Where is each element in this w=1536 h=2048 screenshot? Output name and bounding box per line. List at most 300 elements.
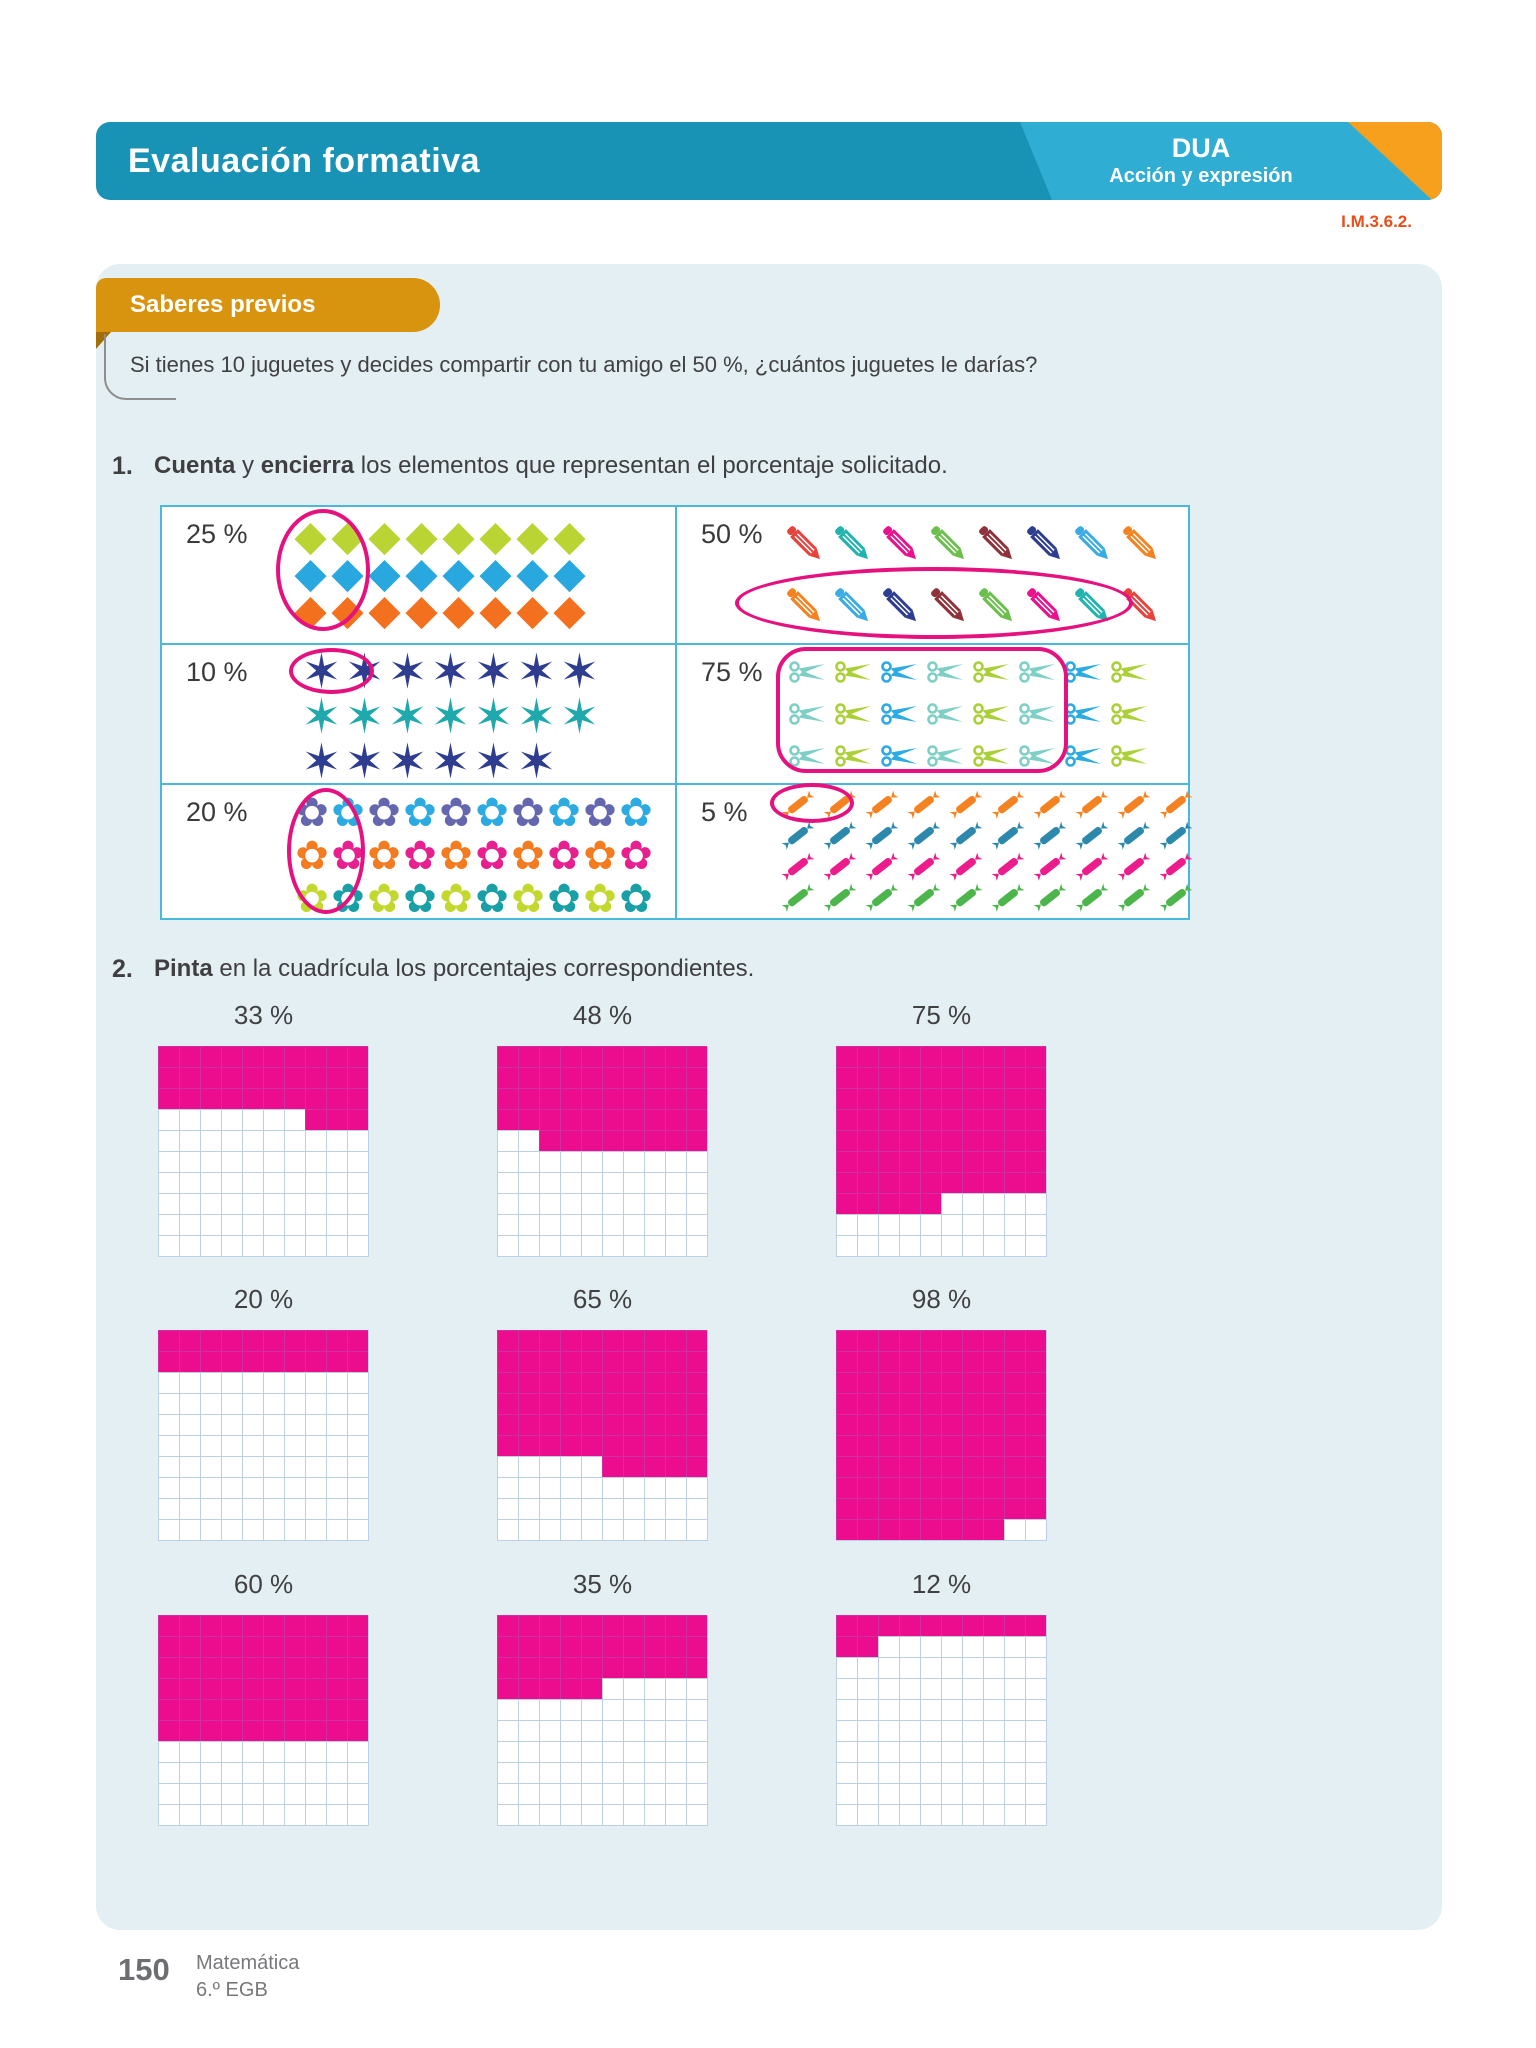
grid-percent-label: 65 % xyxy=(572,1284,633,1314)
grid-cell xyxy=(263,1372,284,1393)
grid-cell-filled xyxy=(1025,1109,1046,1130)
grid-cell xyxy=(284,1393,305,1414)
grid-cell xyxy=(857,1235,878,1256)
scissors-icon xyxy=(926,659,966,685)
candy-icon xyxy=(1113,789,1155,820)
grid-cell xyxy=(221,1151,242,1172)
grid-cell-filled xyxy=(857,1193,878,1214)
candy-icon xyxy=(903,789,945,820)
grid-cell-filled xyxy=(899,1172,920,1193)
grid-cell-filled xyxy=(518,1351,539,1372)
grid-cell xyxy=(305,1193,326,1214)
pencil-icon xyxy=(973,513,1021,575)
grid-cell-filled xyxy=(263,1678,284,1699)
scissors-icon xyxy=(972,743,1012,769)
cell-percent-label: 20 % xyxy=(186,797,248,827)
grid-cell xyxy=(1025,1804,1046,1825)
grid-cell xyxy=(284,1151,305,1172)
grid-cell xyxy=(581,1193,602,1214)
star-icon: ✶ xyxy=(301,733,342,790)
grid-cell xyxy=(497,1720,518,1741)
grid-cell xyxy=(263,1414,284,1435)
pencil-icon xyxy=(879,522,923,566)
grid-cell xyxy=(305,1214,326,1235)
grid-cell xyxy=(221,1172,242,1193)
pencil-icon xyxy=(973,575,1021,637)
grid-cell xyxy=(305,1130,326,1151)
grid-cell xyxy=(242,1235,263,1256)
grid-cell xyxy=(920,1235,941,1256)
grid-cell xyxy=(179,1477,200,1498)
grid-cell-filled xyxy=(221,1067,242,1088)
candy-icon xyxy=(821,881,859,915)
grid-cell xyxy=(539,1762,560,1783)
percent-cell-50 xyxy=(675,507,1188,643)
scissors-icon xyxy=(785,651,831,693)
grid-cell-filled xyxy=(836,1109,857,1130)
grid-cell xyxy=(200,1130,221,1151)
grid-cell-filled xyxy=(962,1414,983,1435)
grid-cell xyxy=(242,1741,263,1762)
grid-cell-filled xyxy=(644,1088,665,1109)
candy-icon xyxy=(1157,881,1195,915)
grid-cell xyxy=(200,1109,221,1130)
grid-cell xyxy=(560,1214,581,1235)
grid-cell-filled xyxy=(497,1657,518,1678)
hundred-grid xyxy=(158,1330,369,1541)
grid-cell xyxy=(623,1762,644,1783)
grid-cell-filled xyxy=(518,1435,539,1456)
grid-cell xyxy=(221,1214,242,1235)
grid-cell xyxy=(284,1456,305,1477)
diamond-icon: ◆ xyxy=(331,585,364,634)
grid-cell-filled xyxy=(602,1046,623,1067)
grid-cell-filled xyxy=(1004,1067,1025,1088)
hundred-grid xyxy=(836,1330,1047,1541)
candy-icon xyxy=(1115,881,1153,915)
icon-row xyxy=(300,643,601,700)
grid-cell xyxy=(158,1477,179,1498)
grid-cell xyxy=(200,1762,221,1783)
grid-cell-filled xyxy=(857,1435,878,1456)
grid-cell xyxy=(539,1519,560,1540)
grid-cell-filled xyxy=(539,1393,560,1414)
star-icon: ✶ xyxy=(430,643,471,700)
grid-cell-filled xyxy=(602,1067,623,1088)
grid-cell xyxy=(836,1235,857,1256)
grid-cell-filled xyxy=(941,1109,962,1130)
grid-cell xyxy=(263,1130,284,1151)
grid-cell-filled xyxy=(179,1067,200,1088)
candy-icon xyxy=(989,881,1027,915)
grid-cell-filled xyxy=(560,1109,581,1130)
grid-percent-label: 98 % xyxy=(911,1284,972,1314)
grid-cell-filled xyxy=(665,1414,686,1435)
grid-cell-filled xyxy=(983,1330,1004,1351)
hundred-grid xyxy=(836,1615,1047,1826)
grid-cell xyxy=(179,1151,200,1172)
scissors-icon xyxy=(834,659,874,685)
grid-cell xyxy=(581,1477,602,1498)
grid-cell xyxy=(602,1235,623,1256)
grid-cell xyxy=(1004,1214,1025,1235)
grid-cell-filled xyxy=(179,1657,200,1678)
grid-cell-filled xyxy=(221,1699,242,1720)
percent-cell-75 xyxy=(675,643,1188,783)
grid-cell xyxy=(518,1762,539,1783)
grid-cell-filled xyxy=(878,1498,899,1519)
scissors-icon xyxy=(1015,735,1061,777)
grid-cell-filled xyxy=(497,1372,518,1393)
star-icon: ✶ xyxy=(516,733,557,790)
grid-cell-filled xyxy=(518,1046,539,1067)
grid-cell-filled xyxy=(284,1046,305,1067)
grid-cell-filled xyxy=(158,1351,179,1372)
grid-cell xyxy=(878,1762,899,1783)
grid-cell-filled xyxy=(686,1372,707,1393)
grid-cell xyxy=(920,1762,941,1783)
grid-cell-filled xyxy=(581,1435,602,1456)
grid-cell-filled xyxy=(686,1109,707,1130)
grid-cell-filled xyxy=(983,1615,1004,1636)
grid-cell-filled xyxy=(581,1067,602,1088)
grid-cell xyxy=(158,1519,179,1540)
diamond-icon: ◆ xyxy=(294,511,327,560)
grid-cell-filled xyxy=(962,1067,983,1088)
grid-cell xyxy=(284,1783,305,1804)
grid-cell-filled xyxy=(836,1172,857,1193)
grid-cell-filled xyxy=(920,1498,941,1519)
grid-cell xyxy=(665,1193,686,1214)
bold-word: Cuenta xyxy=(154,452,236,479)
grid-cell-filled xyxy=(179,1699,200,1720)
grid-cell xyxy=(560,1804,581,1825)
pencil-icon xyxy=(831,584,875,628)
grid-cell-filled xyxy=(899,1372,920,1393)
grid-cell-filled xyxy=(1004,1477,1025,1498)
grid-cell xyxy=(602,1678,623,1699)
grid-cell-filled xyxy=(305,1678,326,1699)
grid-cell-filled xyxy=(644,1393,665,1414)
grid-cell-filled xyxy=(899,1456,920,1477)
grid-cell xyxy=(878,1783,899,1804)
grid-cell-filled xyxy=(305,1615,326,1636)
grid-cell-filled xyxy=(284,1678,305,1699)
hundred-grid xyxy=(497,1330,708,1541)
cell-percent-label: 50 % xyxy=(701,519,763,549)
grid-cell xyxy=(284,1498,305,1519)
grid-cell xyxy=(242,1172,263,1193)
candy-icon xyxy=(903,851,945,882)
grid-cell-filled xyxy=(644,1067,665,1088)
grid-cell xyxy=(1025,1720,1046,1741)
grid-cell-filled xyxy=(284,1067,305,1088)
grid-cell-filled xyxy=(179,1046,200,1067)
grid-cell xyxy=(497,1456,518,1477)
pencil-icon xyxy=(781,513,829,575)
candy-icon xyxy=(1113,820,1155,851)
grid-cell-filled xyxy=(941,1372,962,1393)
grid-cell xyxy=(1004,1741,1025,1762)
hundred-grid xyxy=(158,1615,369,1826)
grid-cell xyxy=(644,1699,665,1720)
grid-percent-label: 12 % xyxy=(911,1569,972,1599)
grid-cell xyxy=(221,1804,242,1825)
grid-cell xyxy=(878,1699,899,1720)
grid-cell-filled xyxy=(1025,1172,1046,1193)
grid-cell xyxy=(602,1498,623,1519)
grid-cell xyxy=(878,1720,899,1741)
grid-cell-filled xyxy=(623,1636,644,1657)
grid-cell xyxy=(221,1193,242,1214)
grid-cell-filled xyxy=(326,1720,347,1741)
grid-cell-filled xyxy=(602,1088,623,1109)
diamond-icon: ◆ xyxy=(553,585,586,634)
grid-cell xyxy=(581,1804,602,1825)
grid-cell-filled xyxy=(242,1657,263,1678)
grid-cell-filled xyxy=(686,1351,707,1372)
pencil-icon xyxy=(975,522,1019,566)
diamond-icon: ◆ xyxy=(479,585,512,634)
pencil-icon xyxy=(1069,513,1117,575)
candy-icon xyxy=(989,819,1027,853)
grid-cell-filled xyxy=(284,1720,305,1741)
grid-cell xyxy=(179,1762,200,1783)
flower-icon: ✿ xyxy=(511,875,545,922)
grid-cell-filled xyxy=(1004,1046,1025,1067)
grid-cell-filled xyxy=(158,1678,179,1699)
grid-cell-filled xyxy=(602,1330,623,1351)
grid-cell-filled xyxy=(941,1498,962,1519)
grid-cell xyxy=(158,1498,179,1519)
page-title: Evaluación formativa xyxy=(128,142,481,180)
pencil-icon xyxy=(877,513,925,575)
grid-cell xyxy=(305,1435,326,1456)
grid-cell xyxy=(983,1762,1004,1783)
grid-cell xyxy=(158,1109,179,1130)
grid-cell-filled xyxy=(983,1151,1004,1172)
grid-cell xyxy=(200,1172,221,1193)
icon-row xyxy=(781,575,1165,637)
grid-cell xyxy=(158,1783,179,1804)
icon-grid-flowers xyxy=(294,791,654,920)
candy-icon xyxy=(821,819,859,853)
grid-cell-filled xyxy=(518,1067,539,1088)
grid-cell xyxy=(665,1804,686,1825)
icon-row xyxy=(785,735,1153,777)
exercise2-heading xyxy=(112,955,754,984)
grid-cell-filled xyxy=(1025,1498,1046,1519)
grid-cell-filled xyxy=(1025,1393,1046,1414)
grid-cell xyxy=(602,1762,623,1783)
grid-cell-filled xyxy=(200,1615,221,1636)
grid-cell-filled xyxy=(242,1636,263,1657)
star-icon: ✶ xyxy=(301,643,342,700)
grid-cell xyxy=(581,1498,602,1519)
grid-cell-filled xyxy=(920,1130,941,1151)
grid-cell xyxy=(284,1214,305,1235)
grid-cell-filled xyxy=(263,1351,284,1372)
grid-cell xyxy=(560,1151,581,1172)
grid-cell xyxy=(899,1720,920,1741)
grid-cell xyxy=(305,1235,326,1256)
grid-cell xyxy=(665,1151,686,1172)
scissors-icon xyxy=(877,693,923,735)
grid-cell xyxy=(836,1678,857,1699)
grid-cell-filled xyxy=(644,1372,665,1393)
candy-icon xyxy=(1031,788,1069,822)
candy-icon xyxy=(1155,789,1197,820)
grid-cell xyxy=(242,1762,263,1783)
grid-cell-filled xyxy=(242,1678,263,1699)
grid-cell xyxy=(158,1130,179,1151)
grid-cell xyxy=(1004,1519,1025,1540)
scissors-icon xyxy=(1064,743,1104,769)
grid-cell xyxy=(602,1193,623,1214)
grid-cell xyxy=(200,1214,221,1235)
scissors-icon xyxy=(880,701,920,727)
grid-cell xyxy=(665,1741,686,1762)
grid-cell xyxy=(1025,1214,1046,1235)
grid-cell xyxy=(836,1214,857,1235)
candy-icon xyxy=(1073,819,1111,853)
grid-cell-filled xyxy=(623,1393,644,1414)
candy-icon xyxy=(863,788,901,822)
grid-cell xyxy=(623,1498,644,1519)
grid-cell xyxy=(983,1657,1004,1678)
candy-icon xyxy=(1031,819,1069,853)
scissors-icon xyxy=(1110,743,1150,769)
grid-cell-filled xyxy=(941,1393,962,1414)
grid-cell-filled xyxy=(347,1109,368,1130)
scissors-icon xyxy=(1107,735,1153,777)
grid-cell-filled xyxy=(518,1636,539,1657)
grid-cell xyxy=(560,1172,581,1193)
grid-cell xyxy=(347,1193,368,1214)
grid-cell-filled xyxy=(857,1330,878,1351)
grid-cell-filled xyxy=(1004,1109,1025,1130)
dua-subtitle: Acción y expresión xyxy=(1109,165,1293,187)
flower-icon: ✿ xyxy=(583,832,617,879)
grid-cell xyxy=(263,1456,284,1477)
grid-cell-filled xyxy=(179,1088,200,1109)
grid-cell-filled xyxy=(560,1657,581,1678)
grid-cell xyxy=(497,1130,518,1151)
grid-cell xyxy=(518,1498,539,1519)
grid-cell xyxy=(983,1699,1004,1720)
grid-cell xyxy=(158,1414,179,1435)
grid-cell-filled xyxy=(347,1699,368,1720)
grid-cell xyxy=(644,1519,665,1540)
scissors-icon xyxy=(1110,659,1150,685)
grid-cell xyxy=(263,1151,284,1172)
grid-cell-filled xyxy=(497,1330,518,1351)
grid-cell-filled xyxy=(644,1615,665,1636)
grid-cell xyxy=(983,1804,1004,1825)
grid-cell xyxy=(284,1477,305,1498)
candy-icon xyxy=(945,789,987,820)
grid-cell-filled xyxy=(899,1088,920,1109)
grid-cell xyxy=(326,1172,347,1193)
grid-cell-filled xyxy=(539,1351,560,1372)
grid-cell xyxy=(899,1214,920,1235)
grid-cell xyxy=(518,1720,539,1741)
diamond-icon: ◆ xyxy=(368,511,401,560)
candy-icon xyxy=(1113,851,1155,882)
grid-cell xyxy=(242,1414,263,1435)
candy-icon xyxy=(947,881,985,915)
grid-cell-filled xyxy=(983,1046,1004,1067)
grid-cell xyxy=(1025,1636,1046,1657)
candy-icon xyxy=(1073,881,1111,915)
grid-cell-filled xyxy=(179,1615,200,1636)
grid-cell-filled xyxy=(602,1435,623,1456)
grid-cell-filled xyxy=(857,1456,878,1477)
grid-cell xyxy=(497,1172,518,1193)
grid-cell xyxy=(221,1783,242,1804)
grid-cell-filled xyxy=(1004,1615,1025,1636)
grid-cell-filled xyxy=(347,1678,368,1699)
grid-cell-filled xyxy=(263,1636,284,1657)
grid-cell xyxy=(1004,1804,1025,1825)
scissors-icon xyxy=(1107,693,1153,735)
grid-cell-filled xyxy=(242,1351,263,1372)
grid-cell xyxy=(221,1498,242,1519)
grid-cell-filled xyxy=(899,1351,920,1372)
flower-icon: ✿ xyxy=(619,832,653,879)
grid-cell-filled xyxy=(686,1657,707,1678)
grid-cell xyxy=(962,1720,983,1741)
scissors-icon xyxy=(788,659,828,685)
percent-cell-25 xyxy=(162,507,675,643)
flower-icon: ✿ xyxy=(367,832,401,879)
grid-cell xyxy=(623,1783,644,1804)
grid-cell xyxy=(665,1783,686,1804)
grid-cell xyxy=(158,1214,179,1235)
grid-cell xyxy=(242,1109,263,1130)
candy-icon xyxy=(945,851,987,882)
grid-cell xyxy=(518,1783,539,1804)
grid-cell xyxy=(962,1636,983,1657)
grid-cell-filled xyxy=(326,1615,347,1636)
grid-cell xyxy=(899,1741,920,1762)
scissors-icon xyxy=(1061,693,1107,735)
grid-cell-filled xyxy=(539,1067,560,1088)
grid-cell-filled xyxy=(179,1330,200,1351)
scissors-icon xyxy=(1015,693,1061,735)
grid-cell-filled xyxy=(305,1109,326,1130)
grid-cell-filled xyxy=(623,1456,644,1477)
grid-cell-filled xyxy=(836,1414,857,1435)
pencil-icon xyxy=(927,522,971,566)
grid-cell-filled xyxy=(878,1519,899,1540)
grid-cell xyxy=(941,1783,962,1804)
grid-cell xyxy=(644,1804,665,1825)
grid-cell-filled xyxy=(857,1636,878,1657)
flower-icon: ✿ xyxy=(295,789,329,836)
grid-cell xyxy=(962,1214,983,1235)
grid-cell xyxy=(665,1699,686,1720)
grid-cell-filled xyxy=(983,1372,1004,1393)
grid-cell-filled xyxy=(920,1393,941,1414)
grid-cell xyxy=(200,1372,221,1393)
candy-icon xyxy=(777,820,819,851)
grid-cell xyxy=(941,1720,962,1741)
grid-cell-filled xyxy=(326,1088,347,1109)
grid-group-20 xyxy=(158,1284,369,1541)
grid-cell xyxy=(518,1151,539,1172)
grid-cell xyxy=(221,1235,242,1256)
